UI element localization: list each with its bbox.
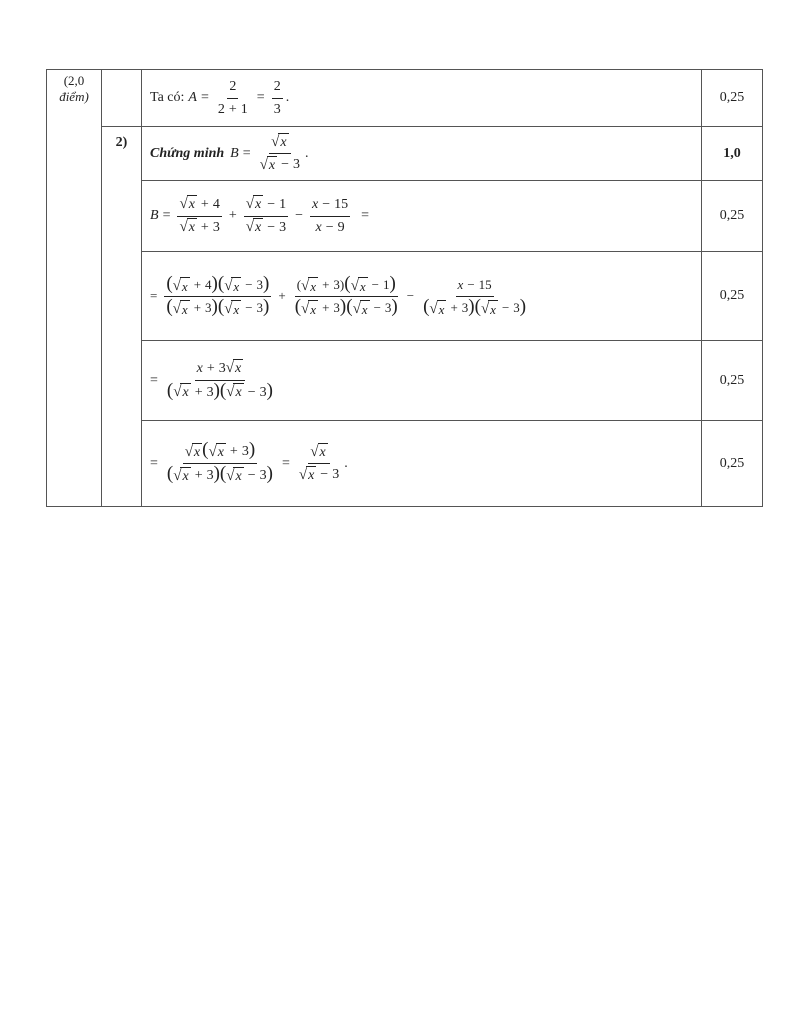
table-row (47, 252, 763, 341)
score-cell: 0,25 (702, 181, 763, 252)
table-row (47, 341, 763, 421)
table-row (47, 181, 763, 252)
fraction: √ x √ x − 3 (297, 441, 341, 486)
formula-a: Ta có: A = $\frac{2}{2 + 1}$ = $\frac{2}{3}$ . (150, 76, 701, 121)
sub-item-cell (102, 70, 142, 127)
part-points-cell (47, 70, 102, 507)
fraction: $\frac{2}{2 + 1}$ (216, 76, 250, 121)
part-points-line1: (2,0 (63, 73, 85, 88)
score-cell: 0,25 (702, 421, 763, 507)
formula-final-result: = √ x ( √ x + 3) ( √ x + 3)( √ x − 3) = √ x √ x − 3 . (150, 440, 701, 487)
fraction: √ x ( √ x + 3) ( √ x + 3)( √ x − 3) (166, 439, 273, 484)
fraction: √ x − 1 √ x − 3 (244, 194, 288, 239)
answer-cell (142, 341, 702, 421)
fraction: ( √ x + 3)( √ x − 1) ( √ x + 3)( √ x − 3) (294, 272, 398, 317)
grading-table (46, 69, 763, 507)
formula-b-sum: B = √ x + 4 √ x + 3 + √ x − 1 √ x − 3 − $\frac{x - 15}{x - 9}$ = (150, 194, 701, 239)
fraction: x + 3 √ x ( √ x + 3)( √ x − 3) (165, 358, 275, 404)
formula-common-denominator: = ( √ x + 4)( √ x − 3) ( √ x + 3)( √ x − 3) + ( √ x + 3)( √ x − 1) ( √ x + 3)( √ x − 3) − x − 15 ( √ x + 3)( √ x − 3) (150, 272, 527, 317)
fraction: $\frac{2}{3}$ (272, 76, 283, 121)
fraction: $\frac{x - 15}{x - 9}$ (310, 194, 350, 239)
formula-prove-b: Chứng minh B = √ x √ x − 3 . (150, 131, 701, 176)
table-row (47, 127, 763, 181)
part-points-line2: điểm) (59, 89, 89, 104)
table-row (47, 421, 763, 507)
fraction: ( √ x + 4)( √ x − 3) ( √ x + 3)( √ x − 3) (166, 272, 270, 317)
prove-label: Chứng minh (150, 145, 225, 161)
score-cell: 0,25 (702, 70, 763, 127)
answer-cell (142, 421, 702, 507)
answer-cell (142, 70, 702, 127)
fraction: x − 15 ( √ x + 3)( √ x − 3) (421, 274, 528, 319)
answer-cell (142, 181, 702, 252)
table-row (47, 70, 763, 127)
score-cell: 0,25 (702, 341, 763, 421)
intro-text: Ta có: (150, 90, 185, 105)
fraction: √ x √ x − 3 (258, 131, 302, 176)
sub-item-cell: 2) (102, 127, 142, 507)
formula-simplified-numerator: = x + 3 √ x ( √ x + 3)( √ x − 3) (150, 358, 701, 404)
answer-cell (142, 127, 702, 181)
answer-cell (142, 252, 702, 341)
score-cell: 1,0 (702, 127, 763, 181)
score-cell: 0,25 (702, 252, 763, 341)
fraction: √ x + 4 √ x + 3 (177, 194, 221, 239)
